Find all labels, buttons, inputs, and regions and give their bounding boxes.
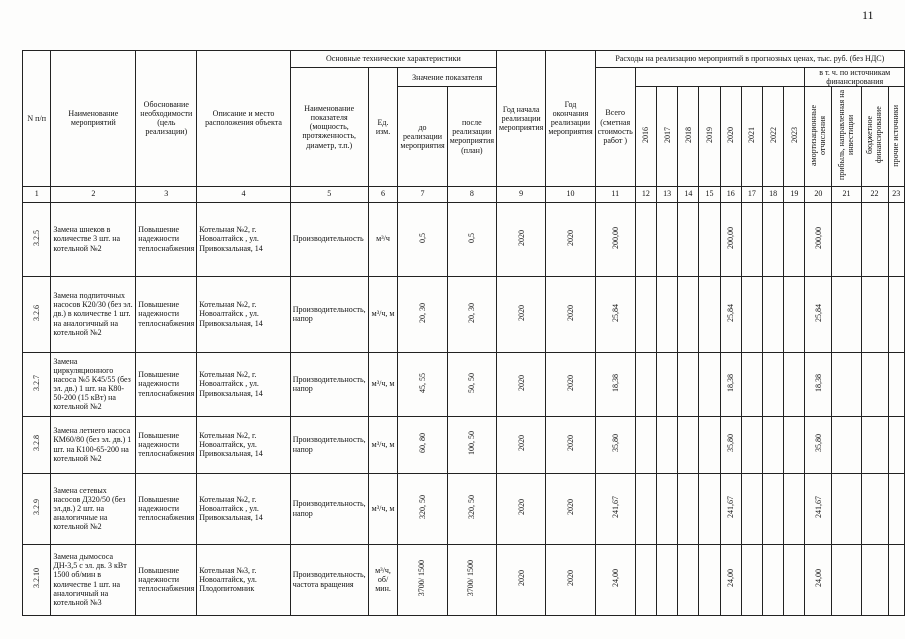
- row-basis: Повышение надежности теплоснабжения: [136, 352, 197, 416]
- row-year-2018: [678, 276, 699, 352]
- row-year-2020: 18,38: [720, 352, 741, 416]
- col-number: 1: [23, 186, 51, 202]
- row-year-2023: [784, 202, 805, 276]
- row-start-year: 2020: [497, 276, 546, 352]
- header-indicator-name: Наименование показателя (мощность, протяженность, диаметр, т.п.): [290, 68, 368, 187]
- row-basis: Повышение надежности теплоснабжения: [136, 276, 197, 352]
- row-start-year: 2020: [497, 352, 546, 416]
- header-value: Значение показателя: [398, 68, 497, 87]
- row-total: 35,80: [595, 416, 635, 473]
- table-row: [23, 473, 905, 544]
- row-indicator: Производительность: [290, 202, 368, 276]
- row-profit: [832, 352, 861, 416]
- row-name: Замена циркуляционного насоса №5 К45/55 (без эл. дв.) 1 шт. на К80-50-200 (15 кВт) на котельной №2: [51, 352, 136, 416]
- row-total: 24,00: [595, 544, 635, 615]
- row-num: 3.2.6: [23, 276, 51, 352]
- row-profit: [832, 544, 861, 615]
- header-after: после реализации мероприятия (план): [447, 87, 496, 186]
- col-number: 7: [398, 186, 447, 202]
- row-start-year: 2020: [497, 416, 546, 473]
- row-year-2022: [763, 276, 784, 352]
- table-row: [23, 416, 905, 473]
- year-header: 2019: [699, 87, 720, 186]
- row-basis: Повышение надежности теплоснабжения: [136, 544, 197, 615]
- col-number: 19: [784, 186, 805, 202]
- row-amortization: 200,00: [805, 202, 832, 276]
- row-year-2017: [657, 473, 678, 544]
- row-num: 3.2.10: [23, 544, 51, 615]
- row-description: Котельная №2, г. Новоалтайск , ул. Привокзальная, 14: [197, 276, 290, 352]
- row-year-2023: [784, 352, 805, 416]
- row-profit: [832, 473, 861, 544]
- year-header: 2022: [763, 87, 784, 186]
- row-unit: м³/ч, м: [368, 473, 398, 544]
- col-number: 16: [720, 186, 741, 202]
- col-number: 18: [763, 186, 784, 202]
- col-number: 3: [136, 186, 197, 202]
- row-description: Котельная №2, г. Новоалтайск , ул. Привокзальная, 14: [197, 473, 290, 544]
- row-year-2017: [657, 352, 678, 416]
- row-year-2019: [699, 416, 720, 473]
- row-year-2020: 35,80: [720, 416, 741, 473]
- year-header: 2017: [657, 87, 678, 186]
- col-number: 11: [595, 186, 635, 202]
- year-header: 2016: [635, 87, 656, 186]
- header-description: Описание и место расположения объекта: [197, 51, 290, 187]
- row-year-2018: [678, 202, 699, 276]
- row-name: Замена летнего насоса КМ60/80 (без эл. дв.) 1 шт. на К100-65-200 на котельной №2: [51, 416, 136, 473]
- row-year-2017: [657, 202, 678, 276]
- row-num: 3.2.5: [23, 202, 51, 276]
- row-other: [888, 544, 905, 615]
- row-other: [888, 473, 905, 544]
- row-name: Замена подпиточных насосов К20/30 (без эл. дв.) в количестве 1 шт. на аналогичный на котельной №2: [51, 276, 136, 352]
- row-total: 25,84: [595, 276, 635, 352]
- col-number: 6: [368, 186, 398, 202]
- row-total: 200,00: [595, 202, 635, 276]
- row-amortization: 24,00: [805, 544, 832, 615]
- row-year-2021: [741, 544, 762, 615]
- header-num: N п/п: [23, 51, 51, 187]
- header-incl-sources: в т. ч. по источникам финансирования: [805, 68, 905, 87]
- row-basis: Повышение надежности теплоснабжения: [136, 416, 197, 473]
- col-number: 4: [197, 186, 290, 202]
- row-amortization: 25,84: [805, 276, 832, 352]
- row-year-2017: [657, 544, 678, 615]
- row-profit: [832, 276, 861, 352]
- row-num: 3.2.9: [23, 473, 51, 544]
- row-year-2018: [678, 544, 699, 615]
- row-budget: [861, 544, 888, 615]
- col-number: 10: [546, 186, 595, 202]
- row-end-year: 2020: [546, 473, 595, 544]
- row-after: 100, 50: [447, 416, 496, 473]
- row-end-year: 2020: [546, 276, 595, 352]
- row-before: 60, 80: [398, 416, 447, 473]
- row-year-2021: [741, 416, 762, 473]
- header-end-year: Год окончания реализации мероприятия: [546, 51, 595, 187]
- year-header: 2021: [741, 87, 762, 186]
- row-profit: [832, 202, 861, 276]
- row-end-year: 2020: [546, 544, 595, 615]
- row-year-2016: [635, 544, 656, 615]
- row-description: Котельная №2, г. Новоалтайск, ул. Привокзальная, 14: [197, 416, 290, 473]
- row-budget: [861, 352, 888, 416]
- col-number: 14: [678, 186, 699, 202]
- row-after: 0,5: [447, 202, 496, 276]
- row-name: Замена сетевых насосов Д320/50 (без эл.дв.) 2 шт. на аналогичные на котельной №2: [51, 473, 136, 544]
- table-row: [23, 276, 905, 352]
- row-indicator: Производительность, напор: [290, 352, 368, 416]
- row-unit: м³/ч: [368, 202, 398, 276]
- row-start-year: 2020: [497, 473, 546, 544]
- col-number: 8: [447, 186, 496, 202]
- row-other: [888, 352, 905, 416]
- row-year-2021: [741, 276, 762, 352]
- year-header: 2023: [784, 87, 805, 186]
- row-year-2023: [784, 416, 805, 473]
- header-years-blank: [635, 68, 805, 87]
- row-budget: [861, 202, 888, 276]
- row-end-year: 2020: [546, 416, 595, 473]
- row-amortization: 18,38: [805, 352, 832, 416]
- row-year-2018: [678, 352, 699, 416]
- row-basis: Повышение надежности теплоснабжения: [136, 473, 197, 544]
- col-number: 5: [290, 186, 368, 202]
- col-number: 2: [51, 186, 136, 202]
- row-num: 3.2.7: [23, 352, 51, 416]
- table-row: [23, 352, 905, 416]
- row-year-2022: [763, 352, 784, 416]
- source-header: прибыль, направленная на инвестиции: [832, 87, 861, 186]
- row-profit: [832, 416, 861, 473]
- row-year-2020: 241,67: [720, 473, 741, 544]
- row-year-2019: [699, 352, 720, 416]
- year-header: 2020: [720, 87, 741, 186]
- row-year-2016: [635, 202, 656, 276]
- row-year-2021: [741, 352, 762, 416]
- col-number: 17: [741, 186, 762, 202]
- row-year-2019: [699, 276, 720, 352]
- row-start-year: 2020: [497, 544, 546, 615]
- row-unit: м³/ч, м: [368, 416, 398, 473]
- row-year-2016: [635, 276, 656, 352]
- row-end-year: 2020: [546, 352, 595, 416]
- row-after: 3700/ 1500: [447, 544, 496, 615]
- row-budget: [861, 276, 888, 352]
- row-other: [888, 416, 905, 473]
- row-unit: м³/ч, об/мин.: [368, 544, 398, 615]
- row-year-2020: 25,84: [720, 276, 741, 352]
- row-indicator: Производительность, напор: [290, 416, 368, 473]
- col-number: 23: [888, 186, 905, 202]
- row-before: 20, 30: [398, 276, 447, 352]
- row-unit: м³/ч, м: [368, 276, 398, 352]
- row-year-2019: [699, 202, 720, 276]
- row-year-2022: [763, 473, 784, 544]
- source-header: амортизационные отчисления: [805, 87, 832, 186]
- row-year-2019: [699, 544, 720, 615]
- row-year-2018: [678, 473, 699, 544]
- investment-plan-table: [22, 50, 905, 616]
- header-expenses: Расходы на реализацию мероприятий в прогнозных ценах, тыс. руб. (без НДС): [595, 51, 904, 68]
- row-year-2022: [763, 416, 784, 473]
- row-year-2023: [784, 544, 805, 615]
- row-year-2023: [784, 473, 805, 544]
- row-name: Замена шнеков в количестве 3 шт. на котельной №2: [51, 202, 136, 276]
- col-number: 20: [805, 186, 832, 202]
- col-number: 22: [861, 186, 888, 202]
- row-indicator: Производительность, напор: [290, 276, 368, 352]
- header-start-year: Год начала реализации мероприятия: [497, 51, 546, 187]
- row-start-year: 2020: [497, 202, 546, 276]
- row-year-2019: [699, 473, 720, 544]
- row-after: 320, 50: [447, 473, 496, 544]
- row-before: 3700/ 1500: [398, 544, 447, 615]
- row-year-2016: [635, 416, 656, 473]
- row-description: Котельная №2, г. Новоалтайск , ул. Привокзальная, 14: [197, 352, 290, 416]
- row-basis: Повышение надежности теплоснабжения: [136, 202, 197, 276]
- row-year-2020: 200,00: [720, 202, 741, 276]
- row-before: 0,5: [398, 202, 447, 276]
- row-total: 241,67: [595, 473, 635, 544]
- row-year-2022: [763, 202, 784, 276]
- row-other: [888, 202, 905, 276]
- source-header: бюджетное финансирование: [861, 87, 888, 186]
- row-budget: [861, 416, 888, 473]
- row-budget: [861, 473, 888, 544]
- header-basis: Обоснование необходимости (цель реализации): [136, 51, 197, 187]
- row-year-2021: [741, 473, 762, 544]
- page-number: 11: [862, 8, 874, 22]
- table-row: [23, 544, 905, 615]
- row-year-2016: [635, 473, 656, 544]
- row-year-2022: [763, 544, 784, 615]
- row-before: 320, 50: [398, 473, 447, 544]
- header-before: до реализации мероприятия: [398, 87, 447, 186]
- header-total: Всего (сметная стоимость работ ): [595, 68, 635, 187]
- header-tech: Основные технические характеристики: [290, 51, 496, 68]
- row-name: Замена дымососа ДН-3,5 с эл. дв. 3 кВт 1500 об/мин в количестве 1 шт. на аналогичный на котельной №3: [51, 544, 136, 615]
- year-header: 2018: [678, 87, 699, 186]
- header-unit: Ед. изм.: [368, 68, 398, 187]
- row-before: 45, 55: [398, 352, 447, 416]
- row-description: Котельная №3, г. Новоалтайск, ул. Плодопитомник: [197, 544, 290, 615]
- col-number: 15: [699, 186, 720, 202]
- row-year-2020: 24,00: [720, 544, 741, 615]
- col-number: 12: [635, 186, 656, 202]
- row-description: Котельная №2, г. Новоалтайск , ул. Привокзальная, 14: [197, 202, 290, 276]
- source-header: прочие источники: [888, 87, 905, 186]
- row-indicator: Производительность, частота вращения: [290, 544, 368, 615]
- row-year-2023: [784, 276, 805, 352]
- row-amortization: 241,67: [805, 473, 832, 544]
- row-year-2018: [678, 416, 699, 473]
- row-indicator: Производительность, напор: [290, 473, 368, 544]
- col-number: 13: [657, 186, 678, 202]
- row-amortization: 35,80: [805, 416, 832, 473]
- row-end-year: 2020: [546, 202, 595, 276]
- row-after: 20, 30: [447, 276, 496, 352]
- header-name: Наименование мероприятий: [51, 51, 136, 187]
- col-number: 9: [497, 186, 546, 202]
- row-after: 50, 50: [447, 352, 496, 416]
- row-year-2017: [657, 416, 678, 473]
- table-row: [23, 202, 905, 276]
- col-number: 21: [832, 186, 861, 202]
- row-unit: м³/ч, м: [368, 352, 398, 416]
- row-total: 18,38: [595, 352, 635, 416]
- row-year-2017: [657, 276, 678, 352]
- row-num: 3.2.8: [23, 416, 51, 473]
- row-year-2016: [635, 352, 656, 416]
- row-year-2021: [741, 202, 762, 276]
- row-other: [888, 276, 905, 352]
